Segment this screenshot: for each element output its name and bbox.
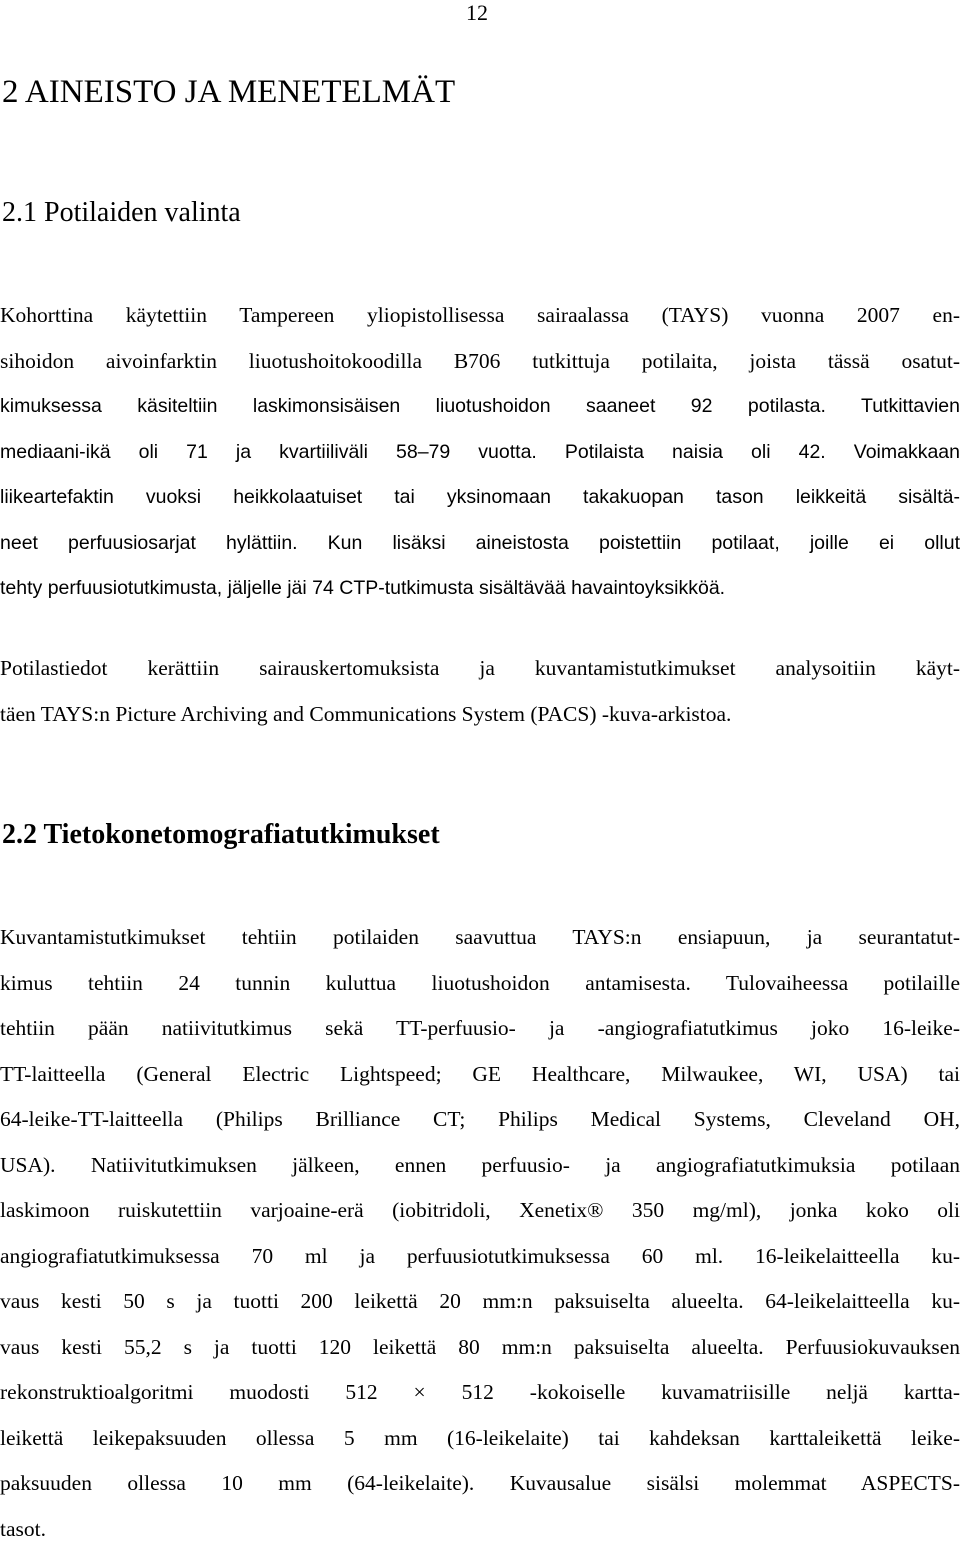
text-line: liikeartefaktin vuoksi heikkolaatuiset tai yksinomaan takakuopan tason leikkeitä sisältä- [0,486,960,508]
text-line: leikettä leikepaksuuden ollessa 5 mm (16-leikelaite) tai kahdeksan karttaleikettä leike- [0,1425,960,1450]
section-heading-patient-selection: 2.1 Potilaiden valinta [2,197,241,228]
paragraph-cohort [0,293,960,612]
text-line: vaus kesti 50 s ja tuotti 200 leikettä 20 mm:n paksuiselta alueelta. 64-leikelaitteella ku- [0,1289,960,1313]
text-line: sihoidon aivoinfarktin liuotushoitokoodilla B706 tutkittuja potilaita, joista tässä osatut- [0,348,960,373]
text-line: tehtiin pään natiivitutkimus sekä TT-perfuusio- ja -angiografiatutkimus joko 16-leike- [0,1016,960,1040]
text-line: tasot. [0,1516,46,1541]
text-line: TT-laitteella (General Electric Lightspeed; GE Healthcare, Milwaukee, WI, USA) tai [0,1061,960,1086]
page-number: 12 [466,0,488,25]
text-line: 64-leike-TT-laitteella (Philips Brilliance CT; Philips Medical Systems, Cleveland OH, [0,1107,960,1131]
paragraph-imaging [0,915,960,1552]
text-line: mediaani-ikä oli 71 ja kvartiiliväli 58–79 vuotta. Potilaista naisia oli 42. Voimakkaan [0,440,960,463]
section-heading-ct-studies: 2.2 Tietokonetomografiatutkimukset [2,819,440,850]
text-line: kimuksessa käsiteltiin laskimonsisäisen liuotushoidon saaneet 92 potilasta. Tutkittavien [0,395,960,417]
text-line: paksuuden ollessa 10 mm (64-leikelaite). Kuvausalue sisälsi molemmat ASPECTS- [0,1471,960,1495]
text-line: Kohorttina käytettiin Tampereen yliopistollisessa sairaalassa (TAYS) vuonna 2007 en- [0,303,960,327]
text-line: neet perfuusiosarjat hylättiin. Kun lisäksi aineistosta poistettiin potilaat, joille ei ollut [0,531,960,554]
text-line: laskimoon ruiskutettiin varjoaine-erä (iobitridoli, Xenetix® 350 mg/ml), jonka koko oli [0,1198,960,1222]
text-line: USA). Natiivitutkimuksen jälkeen, ennen perfuusio- ja angiografiatutkimuksia potilaan [0,1152,960,1177]
chapter-heading: 2 AINEISTO JA MENETELMÄT [2,74,456,110]
text-line: vaus kesti 55,2 s ja tuotti 120 leikettä 80 mm:n paksuiselta alueelta. Perfuusiokuvauksen [0,1334,960,1359]
text-line: täen TAYS:n Picture Archiving and Communications System (PACS) -kuva-arkistoa. [0,701,732,726]
text-line: rekonstruktioalgoritmi muodosti 512 × 512 -kokoiselle kuvamatriisille neljä kartta- [0,1380,960,1404]
text-line: Kuvantamistutkimukset tehtiin potilaiden saavuttua TAYS:n ensiapuun, ja seurantatut- [0,925,960,949]
text-line: tehty perfuusiotutkimusta, jäljelle jäi 74 CTP-tutkimusta sisältävää havaintoyksikköä. [0,577,726,599]
text-line: angiografiatutkimuksessa 70 ml ja perfuusiotutkimuksessa 60 ml. 16-leikelaitteella ku- [0,1243,960,1268]
text-line: Potilastiedot kerättiin sairauskertomuksista ja kuvantamistutkimukset analysoitiin käyt- [0,656,960,680]
paragraph-patient-records [0,646,960,737]
text-line: kimus tehtiin 24 tunnin kuluttua liuotushoidon antamisesta. Tulovaiheessa potilaille [0,970,960,995]
